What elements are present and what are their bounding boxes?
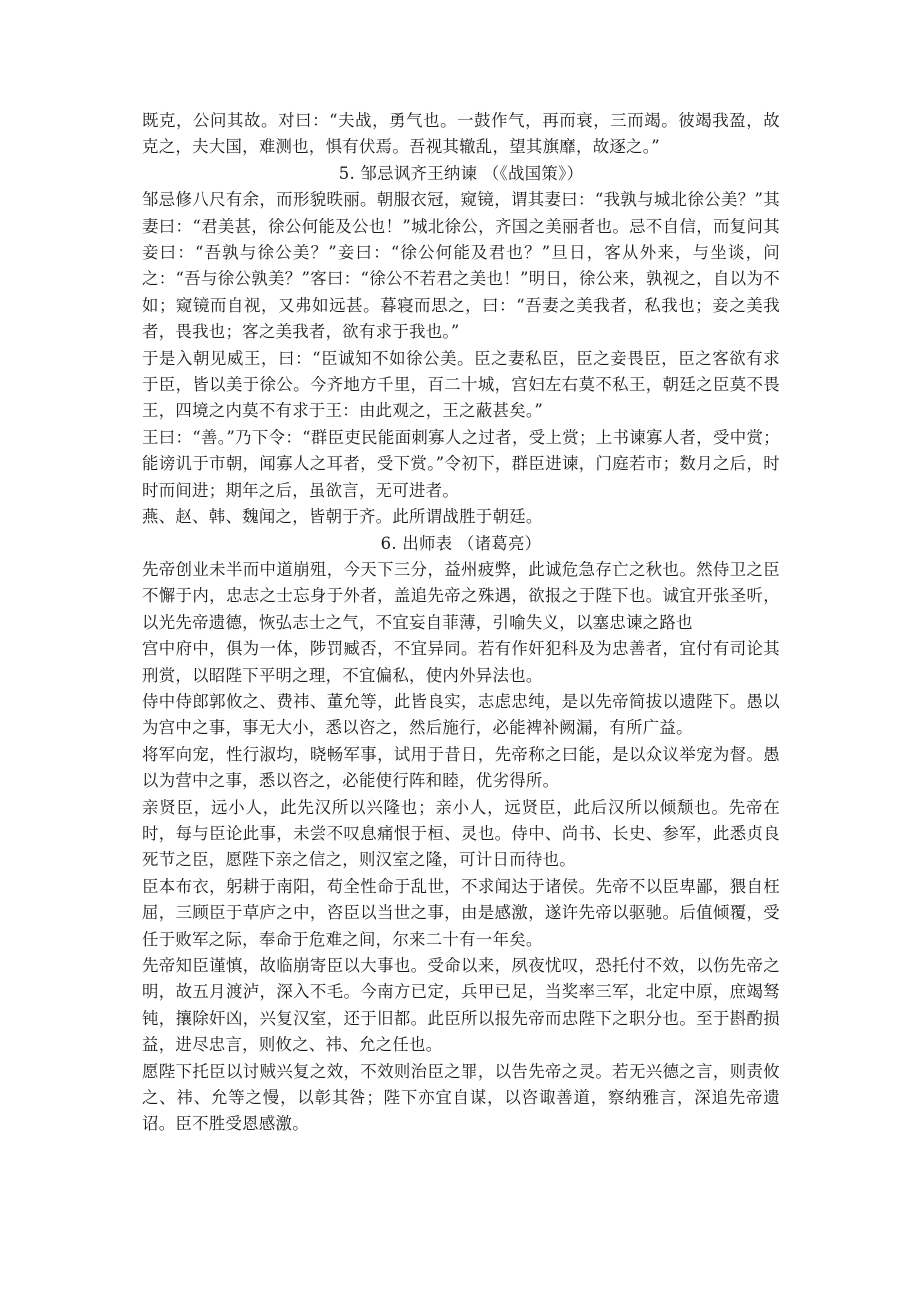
paragraph-zou-ji-2: 于是入朝见威王，曰：“臣诚知不如徐公美。臣之妻私臣，臣之妾畏臣，臣之客欲有求于臣，皆以美于徐公。今齐地方千里，百二十城，宫妇左右莫不私王，朝廷之臣莫不畏王，四境之内莫不有求于王：由此观之，王之蔽甚矣。” bbox=[142, 348, 780, 421]
paragraph-chu-shi-biao-2: 宫中府中，俱为一体，陟罚臧否，不宜异同。若有作奸犯科及为忠善者，宜付有司论其刑赏，以昭陛下平明之理，不宜偏私，使内外异法也。 bbox=[142, 639, 780, 685]
paragraph-zou-ji-1: 邹忌修八尺有余，而形貌昳丽。朝服衣冠，窥镜，谓其妻曰：“我孰与城北徐公美？”其妻曰：“君美甚，徐公何能及公也！”城北徐公，齐国之美丽者也。忌不自信，而复问其妾曰：“吾孰与徐公美？”妾曰：“徐公何能及君也？”旦日，客从外来，与坐谈，问之：“吾与徐公孰美？”客曰：“徐公不若君之美也！”明日，徐公来，孰视之，自以为不如；窥镜而自视，又弗如远甚。暮寝而思之，曰：“吾妻之美我者，私我也；妾之美我者，畏我也；客之美我者，欲有求于我也。” bbox=[142, 190, 780, 342]
document-page bbox=[142, 108, 780, 1138]
paragraph-chu-shi-biao-1: 先帝创业未半而中道崩殂，今天下三分，益州疲弊，此诚危急存亡之秋也。然侍卫之臣不懈于内，忠志之士忘身于外者，盖追先帝之殊遇，欲报之于陛下也。诚宜开张圣听，以光先帝遗德，恢弘志士之气，不宜妄自菲薄，引喻失义，以塞忠谏之路也 bbox=[142, 559, 780, 632]
section-heading-6: 6. 出师表 （诸葛亮） bbox=[380, 533, 542, 553]
paragraph-chu-shi-biao-4: 将军向宠，性行淑均，晓畅军事，试用于昔日，先帝称之曰能，是以众议举宠为督。愚以为营中之事，悉以咨之，必能使行阵和睦，优劣得所。 bbox=[142, 744, 780, 791]
paragraph-chu-shi-biao-7: 先帝知臣谨慎，故临崩寄臣以大事也。受命以来，夙夜忧叹，恐托付不效，以伤先帝之明，故五月渡泸，深入不毛。今南方已定，兵甲已足，当奖率三军，北定中原，庶竭驽钝，攘除奸凶，兴复汉室，还于旧都。此臣所以报先帝而忠陛下之职分也。至于斟酌损益，进尽忠言，则攸之、祎、允之任也。 bbox=[142, 956, 780, 1055]
paragraph-chu-shi-biao-3: 侍中侍郎郭攸之、费祎、董允等，此皆良实，志虑忠纯，是以先帝简拔以遗陛下。愚以为宫中之事，事无大小，悉以咨之，然后施行，必能裨补阙漏，有所广益。 bbox=[142, 691, 780, 738]
paragraph-zou-ji-3: 王曰：“善。”乃下令：“群臣吏民能面刺寡人之过者，受上赏；上书谏寡人者，受中赏；能谤讥于市朝，闻寡人之耳者，受下赏。”令初下，群臣进谏，门庭若市；数月之后，时时而间进；期年之后，虽欲言，无可进者。 bbox=[142, 427, 780, 500]
paragraph-zou-ji-4: 燕、赵、韩、魏闻之，皆朝于齐。此所谓战胜于朝廷。 bbox=[142, 507, 543, 527]
paragraph-cao-gui-ending: 既克，公问其故。对曰：“夫战，勇气也。一鼓作气，再而衰，三而竭。彼竭我盈，故克之，夫大国，难测也，惧有伏焉。吾视其辙乱，望其旗靡，故逐之。” bbox=[142, 111, 780, 157]
paragraph-chu-shi-biao-8: 愿陛下托臣以讨贼兴复之效，不效则治臣之罪，以告先帝之灵。若无兴德之言，则责攸之、祎、允等之慢，以彰其咎；陛下亦宜自谋，以咨诹善道，察纳雅言，深追先帝遗诏。臣不胜受恩感激。 bbox=[142, 1061, 780, 1134]
paragraph-chu-shi-biao-5: 亲贤臣，远小人，此先汉所以兴隆也；亲小人，远贤臣，此后汉所以倾颓也。先帝在时，每与臣论此事，未尝不叹息痛恨于桓、灵也。侍中、尚书、长史、参军，此悉贞良死节之臣，愿陛下亲之信之，则汉室之隆，可计日而待也。 bbox=[142, 797, 780, 870]
section-heading-5: 5. 邹忌讽齐王纳谏 （《战国策》） bbox=[338, 163, 584, 183]
paragraph-chu-shi-biao-6: 臣本布衣，躬耕于南阳，苟全性命于乱世，不求闻达于诸侯。先帝不以臣卑鄙，猥自枉屈，三顾臣于草庐之中，咨臣以当世之事，由是感激，遂许先帝以驱驰。后值倾覆，受任于败军之际，奉命于危难之间，尔来二十有一年矣。 bbox=[142, 876, 780, 949]
